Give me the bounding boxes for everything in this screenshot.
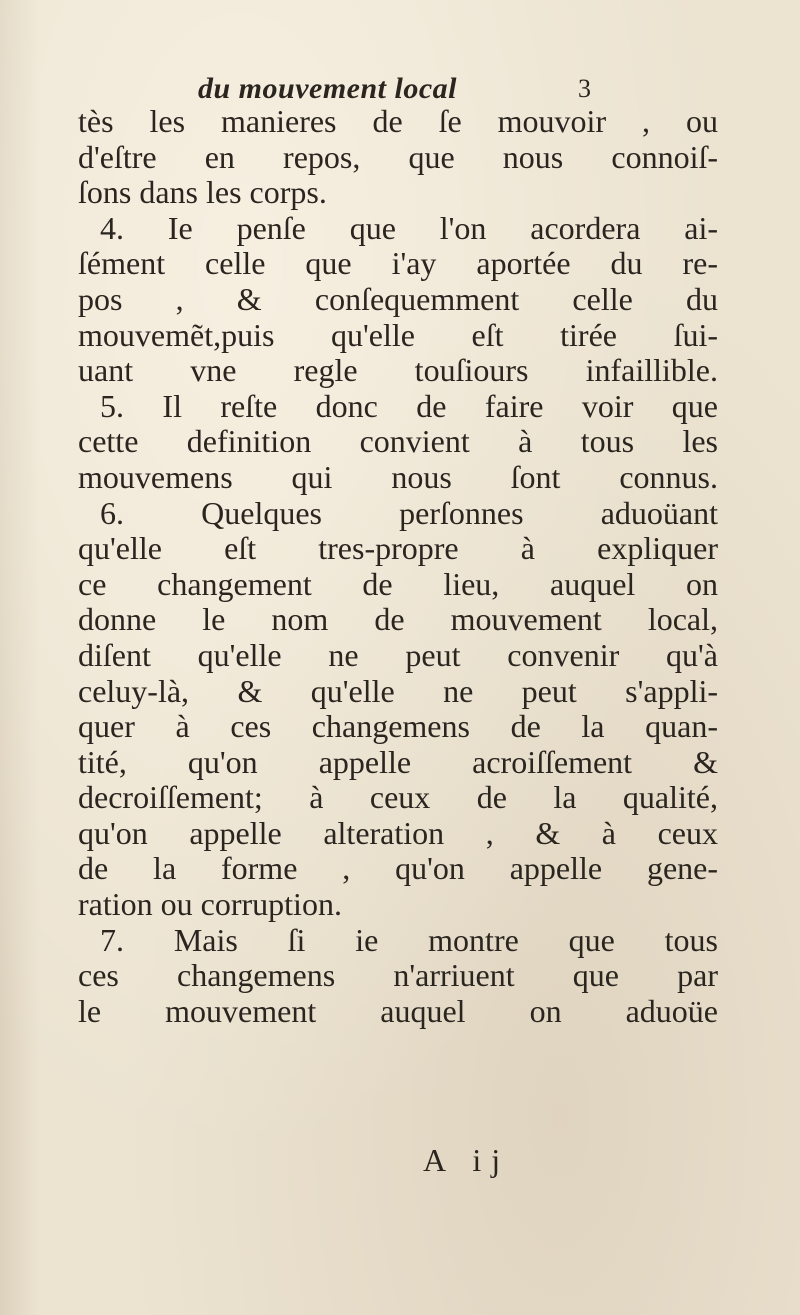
text-line: ſément celle que i'ay aportée du re- — [78, 245, 718, 282]
text-line: tès les manieres de ſe mouvoir , ou — [78, 103, 718, 139]
text-line: ce changement de lieu, auquel on — [78, 565, 718, 602]
text-line: d'eſtre en repos, que nous connoiſ- — [78, 138, 718, 175]
text-line: quer à ces changemens de la quan- — [78, 708, 718, 745]
text-line: ces changemens n'arriuent que par — [78, 957, 718, 994]
text-line: ration ou corruption. — [78, 886, 342, 923]
text-line: de la forme , qu'on appelle gene- — [78, 850, 718, 887]
text-line: qu'on appelle alteration , & à ceux — [78, 814, 718, 851]
text-line: uant vne regle touſiours infaillible. — [78, 352, 718, 389]
text-line: le mouvement auquel on aduoüe — [78, 992, 718, 1029]
text-line: 6. Quelques perſonnes aduoüant — [100, 494, 718, 531]
text-line: celuy-là, & qu'elle ne peut s'appli- — [78, 672, 718, 709]
text-line: tité, qu'on appelle acroiſſement & — [78, 743, 718, 780]
text-line: ſons dans les corps. — [78, 174, 327, 211]
text-line: decroiſſement; à ceux de la qualité, — [78, 779, 718, 816]
body-text — [78, 104, 718, 1029]
text-line: 4. Ie penſe que l'on acordera ai- — [100, 209, 718, 246]
running-title: du mouvement local — [198, 72, 457, 105]
signature-mark: A ij — [423, 1142, 511, 1178]
text-line: pos , & conſequemment celle du — [78, 280, 718, 317]
text-line: qu'elle eſt tres-propre à expliquer — [78, 530, 718, 567]
text-line: donne le nom de mouvement local, — [78, 601, 718, 638]
text-line: mouvemens qui nous ſont connus. — [78, 458, 718, 495]
text-line: 5. Il reſte donc de faire voir que — [100, 387, 718, 424]
text-line: diſent qu'elle ne peut convenir qu'à — [78, 636, 718, 673]
text-line: mouvemẽt,puis qu'elle eſt tirée ſui- — [78, 316, 718, 353]
text-line: cette definition convient à tous les — [78, 423, 718, 460]
page-number: 3 — [578, 74, 591, 103]
text-line: 7. Mais ſi ie montre que tous — [100, 921, 718, 958]
